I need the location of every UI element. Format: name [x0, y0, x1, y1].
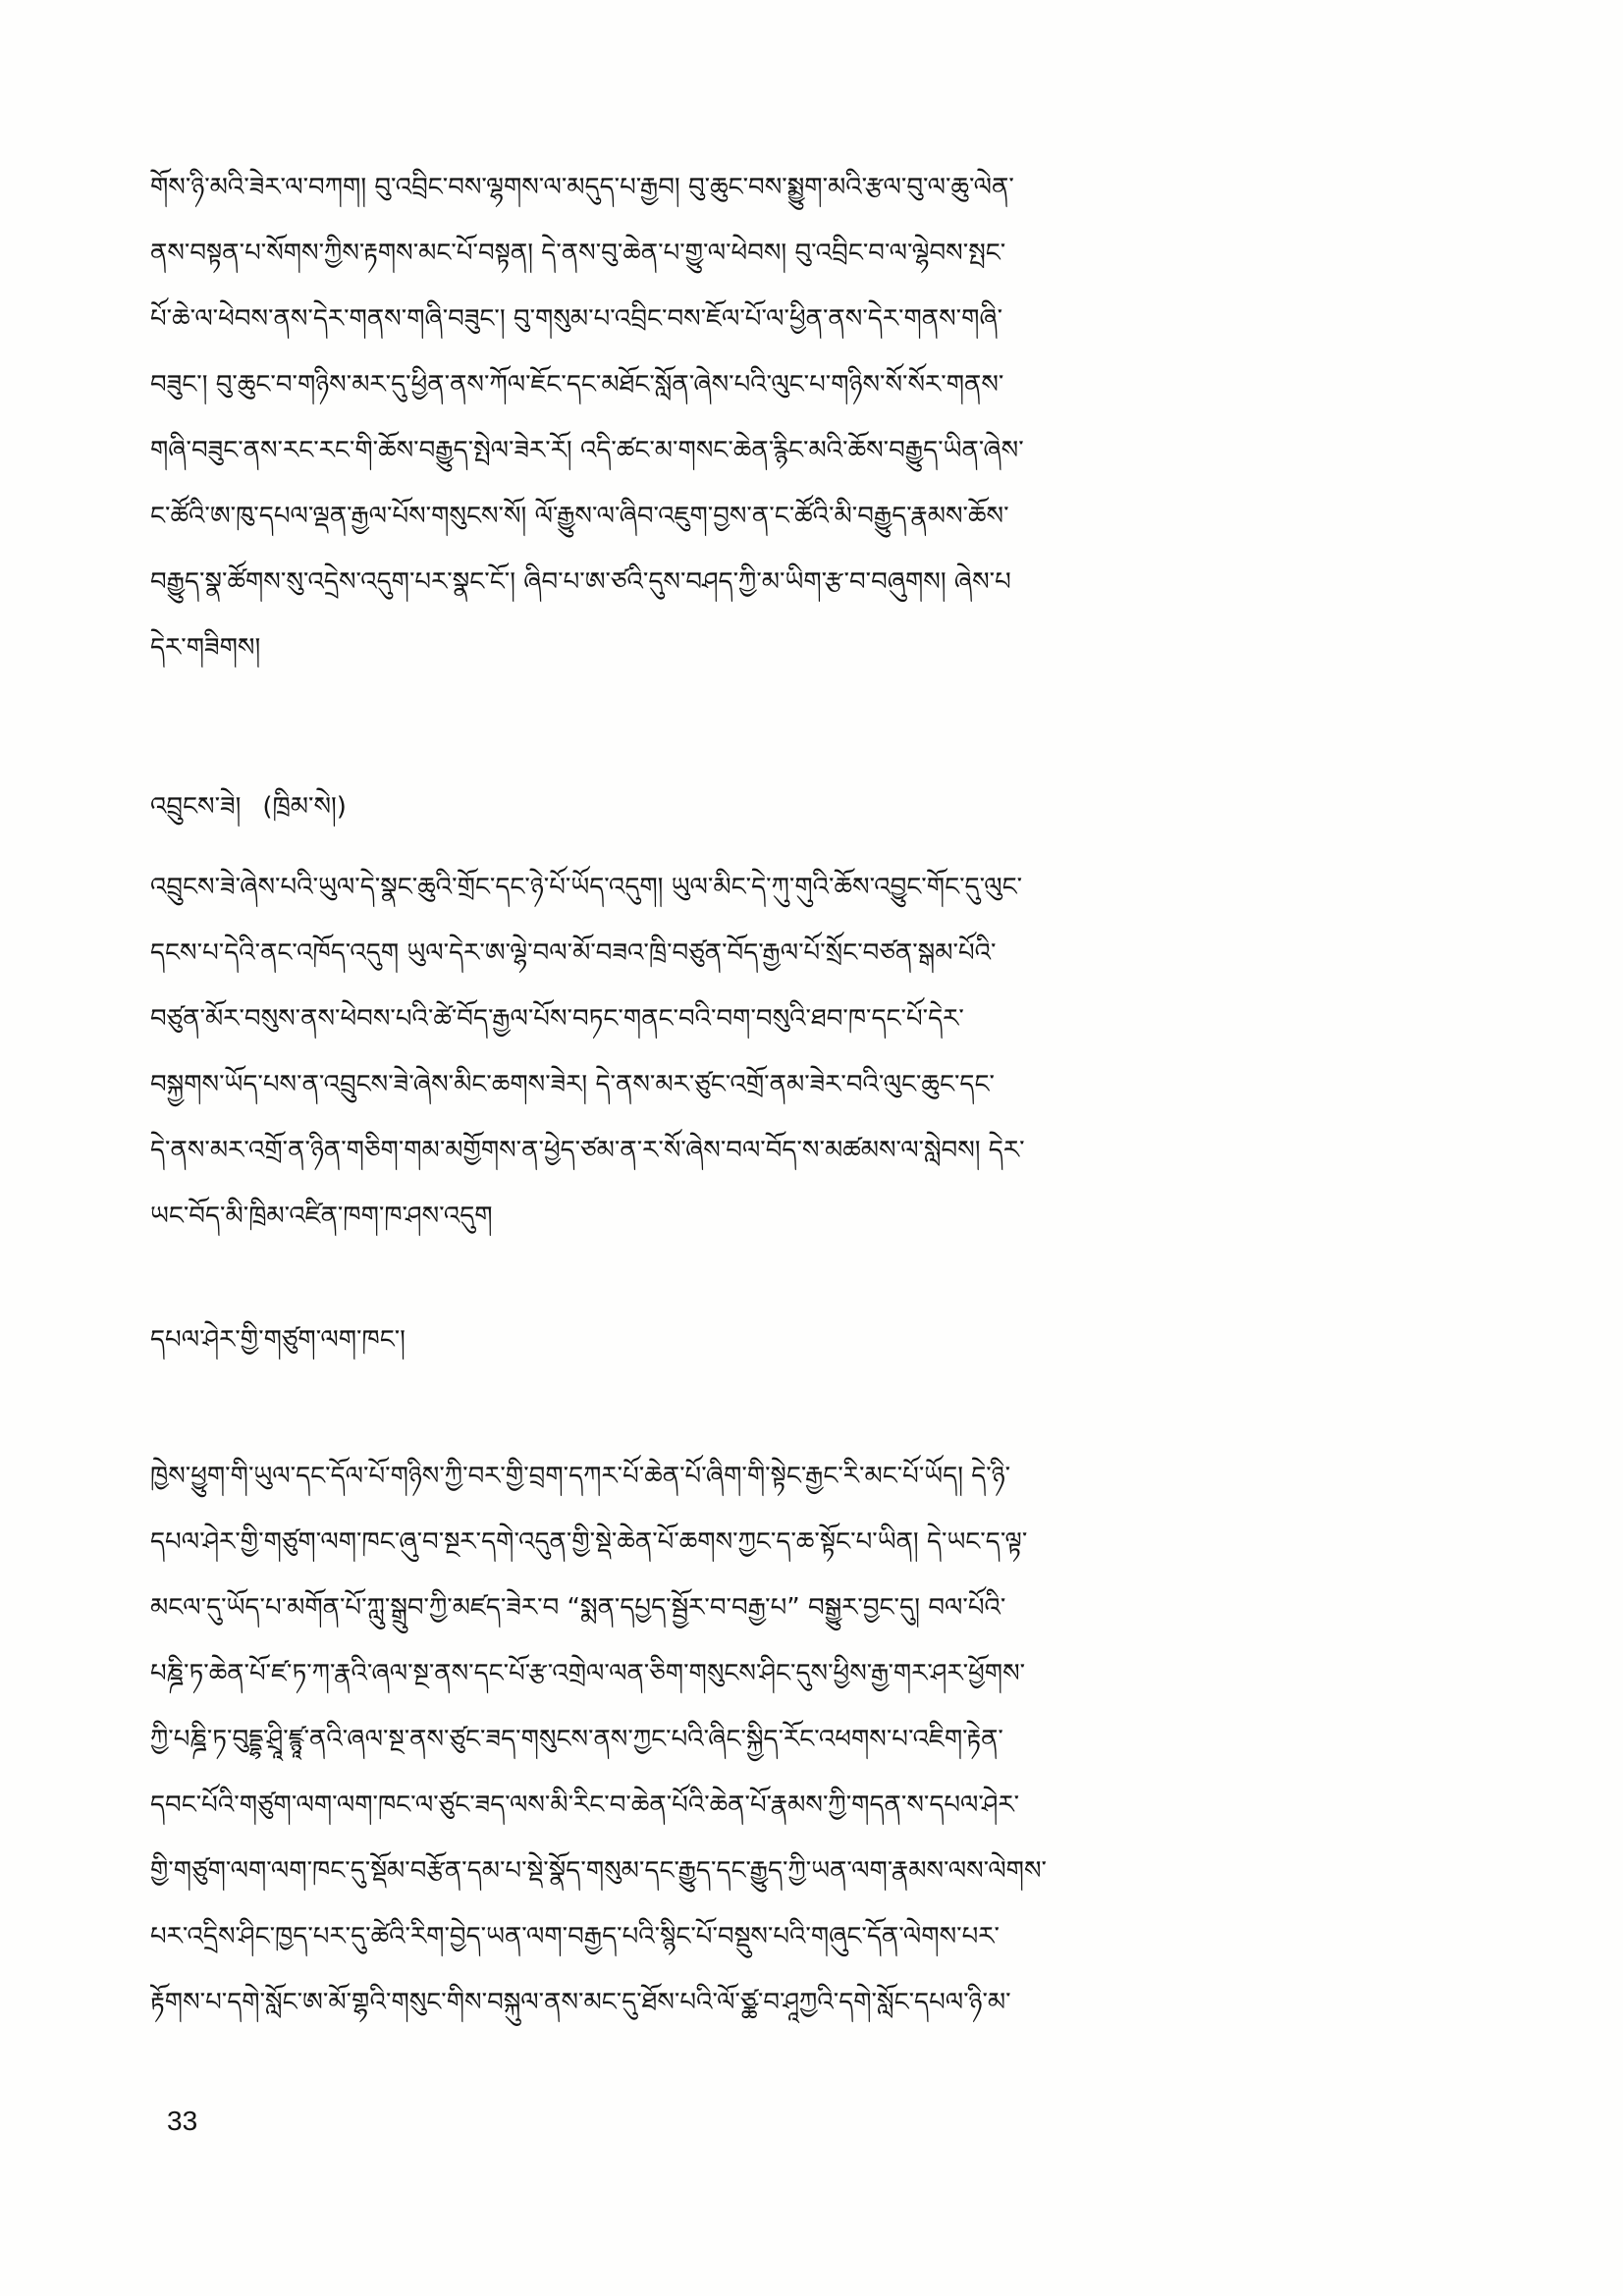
paragraph-line: འབྲུངས་ཟེ་ཞེས་པའི་ཡུལ་དེ་སྣང་ཆུའི་གྲོང་དང་ཉེ་པོ་ཡོད་འདུག། ཡུལ་མིང་དེ་ཀུ་གུའི་ཆོས་འབྱུང་གོང་དུ་ལུང་ [150, 873, 1023, 902]
paragraph-line: བསྐྱགས་ཡོད་པས་ན་འབྲུངས་ཟེ་ཞེས་མིང་ཆགས་ཟེར། དེ་ནས་མར་ཙུང་འགྲོ་ནམ་ཟེར་བའི་ལུང་ཆུང་དང་ [150, 1070, 995, 1099]
paragraph-line: བཙུན་མོར་བསུས་ནས་ཕེབས་པའི་ཚེ་བོད་རྒྱལ་པོས་བཏང་གནང་བའི་བག་བསུའི་ཐབ་ཁ་དང་པོ་དེར་ [150, 1004, 964, 1034]
section-heading-title: དཔལ་ཤེར་གྱི་གཙུག་ལག་ཁང་། [150, 1325, 406, 1355]
paragraph-line: གྱི་གཙུག་ལག་ལག་ཁང་དུ་སྡོམ་བརྩོན་དམ་པ་སྡེ་སྣོད་གསུམ་དང་རྒྱུད་དང་རྒྱུད་ཀྱི་ཡན་ལག་རྣམས་ལས་ལེགས་ [150, 1856, 1047, 1886]
paragraph-line: པཎྜི་ཏ་ཆེན་པོ་ཛ་ཏ་ཀ་རྣའི་ཞལ་སྔ་ནས་དང་པོ་རྩ་འགྲེལ་ལན་ཅིག་གསུངས་ཤིང་དུས་ཕྱིས་རྒྱ་གར་ཤར་ཕྱོགས་ [150, 1659, 1026, 1688]
paragraph-line: ང་ཚོའི་ཨ་ཁུ་དཔལ་ལྡན་རྒྱལ་པོས་གསུངས་སོ། ལོ་རྒྱུས་ལ་ཞིབ་འཇུག་བྱས་ན་ང་ཚོའི་མི་བརྒྱུད་རྣམས་ཆོས་ [150, 502, 1009, 531]
paragraph-line: ཡང་བོད་མི་ཁྲིམ་འཛིན་ཁག་ཁ་ཤས་འདུག [150, 1201, 493, 1231]
paragraph-line: ནས་བསྟན་པ་སོགས་ཀྱིས་རྟགས་མང་པོ་བསྟན། དེ་ནས་བུ་ཆེན་པ་གྱུ་ལ་ཕེབས། བུ་འབྲིང་བ་ལ་ལྷེབས་སྤང་ [150, 239, 1006, 268]
paragraph-line: དངས་པ་དེའི་ནང་འཁོད་འདུག ཡུལ་དེར་ཨ་ལྷེ་བལ་མོ་བཟའ་ཁྲི་བཙུན་བོད་རྒྱལ་པོ་སྲོང་བཙན་སྒམ་པོའི་ [150, 938, 997, 968]
paragraph-line: དེར་གཟིགས། [150, 633, 261, 663]
section-heading [150, 774, 1476, 840]
paragraph-line: པོ་ཆེ་ལ་ཕེབས་ནས་དེར་གནས་གཞི་བཟུང་། བུ་གསུམ་པ་འབྲིང་བས་ཇོལ་པོ་ལ་ཕྱིན་ནས་དེར་གནས་གཞི་ [150, 304, 1003, 334]
paragraph-line: ཀྱི་པཎྜི་ཏ་བུདྡྷ་ཤྲཱི་ཛྙཱ་ནའི་ཞལ་སྔ་ནས་ཙུང་ཟད་གསུངས་ནས་ཀྱང་པའི་ཞིང་སྐྱིད་རོང་འཕགས་པ་འཇིག་རྟེན་ [150, 1725, 1003, 1754]
paragraph-line: གོས་ཉི་མའི་ཟེར་ལ་བཀག། བུ་འབྲིང་བས་ལྷགས་ལ་མདུད་པ་རྒྱབ། བུ་ཆུང་བས་སྨྱུག་མའི་རྩལ་བུ་ལ་ཆུ་ལེན་ [150, 173, 1014, 202]
paragraph-line: རྟོགས་པ་དགེ་སློང་ཨ་མོ་གྷའི་གསུང་གིས་བསྐུལ་ནས་མང་དུ་ཐོས་པའི་ལོ་ཙྪ་བ་ཤཱཀྱའི་དགེ་སློང་དཔལ་ཉི་མ་ [150, 1988, 1011, 2017]
paragraph [150, 855, 1476, 1250]
paragraph-line: ཁྱེས་ཕྱུག་གི་ཡུལ་དང་དོལ་པོ་གཉིས་ཀྱི་བར་གྱི་བྲག་དཀར་པོ་ཆེན་པོ་ཞིག་གི་སྟེང་རྒྱང་རི་མང་པོ་ཡོད། དེ་ཉི་ [150, 1462, 1011, 1491]
paragraph-line: བརྒྱུད་སྣ་ཚོགས་སུ་འདྲེས་འདུག་པར་སྣང་ངོ་། ཞིབ་པ་ཨ་ཙའི་དུས་བཤད་ཀྱི་མ་ཡིག་རྩ་བ་བཞུགས། ཞེས་པ [150, 567, 1011, 597]
paragraph-line: པར་འདྲིས་ཤིང་ཁྱད་པར་དུ་ཚེའི་རིག་བྱེད་ཡན་ལག་བརྒྱད་པའི་སྙིང་པོ་བསྡུས་པའི་གཞུང་དོན་ལེགས་པར་ [150, 1922, 1000, 1951]
section-heading-title: འབྲུངས་ཟེ། [150, 792, 242, 822]
paragraph [150, 155, 1476, 681]
paragraph [150, 1444, 1476, 2036]
section-heading-alt-name: (ཁྲིམ་སེ།) [262, 792, 347, 822]
page-number: 33 [167, 2106, 198, 2136]
paragraph-line: མངལ་དུ་ཡོད་པ་མགོན་པོ་ཀླུ་སྒྲུབ་ཀྱི་མཛད་ཟེར་བ “སྨན་དཔྱད་སྦྱོར་བ་བརྒྱ་པ” བསྒྱུར་བྱང་དུ། བལ་པོའི་ [150, 1593, 1006, 1623]
paragraph-line: དབང་པོའི་གཙུག་ལག་ལག་ཁང་ལ་ཙུང་ཟད་ལས་མི་རིང་བ་ཆེན་པོའི་ཆེན་པོ་རྣམས་ཀྱི་གདན་ས་དཔལ་ཤེར་ [150, 1790, 1020, 1820]
paragraph-line: དཔལ་ཤེར་གྱི་གཙུག་ལག་ཁང་ཞུ་བ་སྔར་དགེ་འདུན་གྱི་སྡེ་ཆེན་པོ་ཆགས་ཀྱང་ད་ཆ་སྟོང་པ་ཡིན། དེ་ཡང་ད་ལྟ་ [150, 1527, 1028, 1557]
section-heading [150, 1308, 1476, 1373]
paragraph-line: གཞི་བཟུང་ནས་རང་རང་གི་ཆོས་བརྒྱུད་སྤེལ་ཟེར་རོ། འདི་ཚང་མ་གསང་ཆེན་རྙིང་མའི་ཆོས་བརྒྱུད་ཡིན་ཞེས་ [150, 436, 1024, 465]
paragraph-line: བཟུང་། བུ་ཆུང་བ་གཉིས་མར་དུ་ཕྱིན་ནས་ཀོལ་ཇོང་དང་མཐོང་སློན་ཞེས་པའི་ལུང་པ་གཉིས་སོ་སོར་གནས་ [150, 370, 1004, 400]
paragraph-line: དེ་ནས་མར་འགྲོ་ན་ཉིན་གཅིག་གམ་མགྱོགས་ན་ཕྱེད་ཙམ་ན་ར་སོ་ཞེས་བལ་བོད་ས་མཚམས་ལ་སླེབས། དེར་ [150, 1136, 1025, 1165]
